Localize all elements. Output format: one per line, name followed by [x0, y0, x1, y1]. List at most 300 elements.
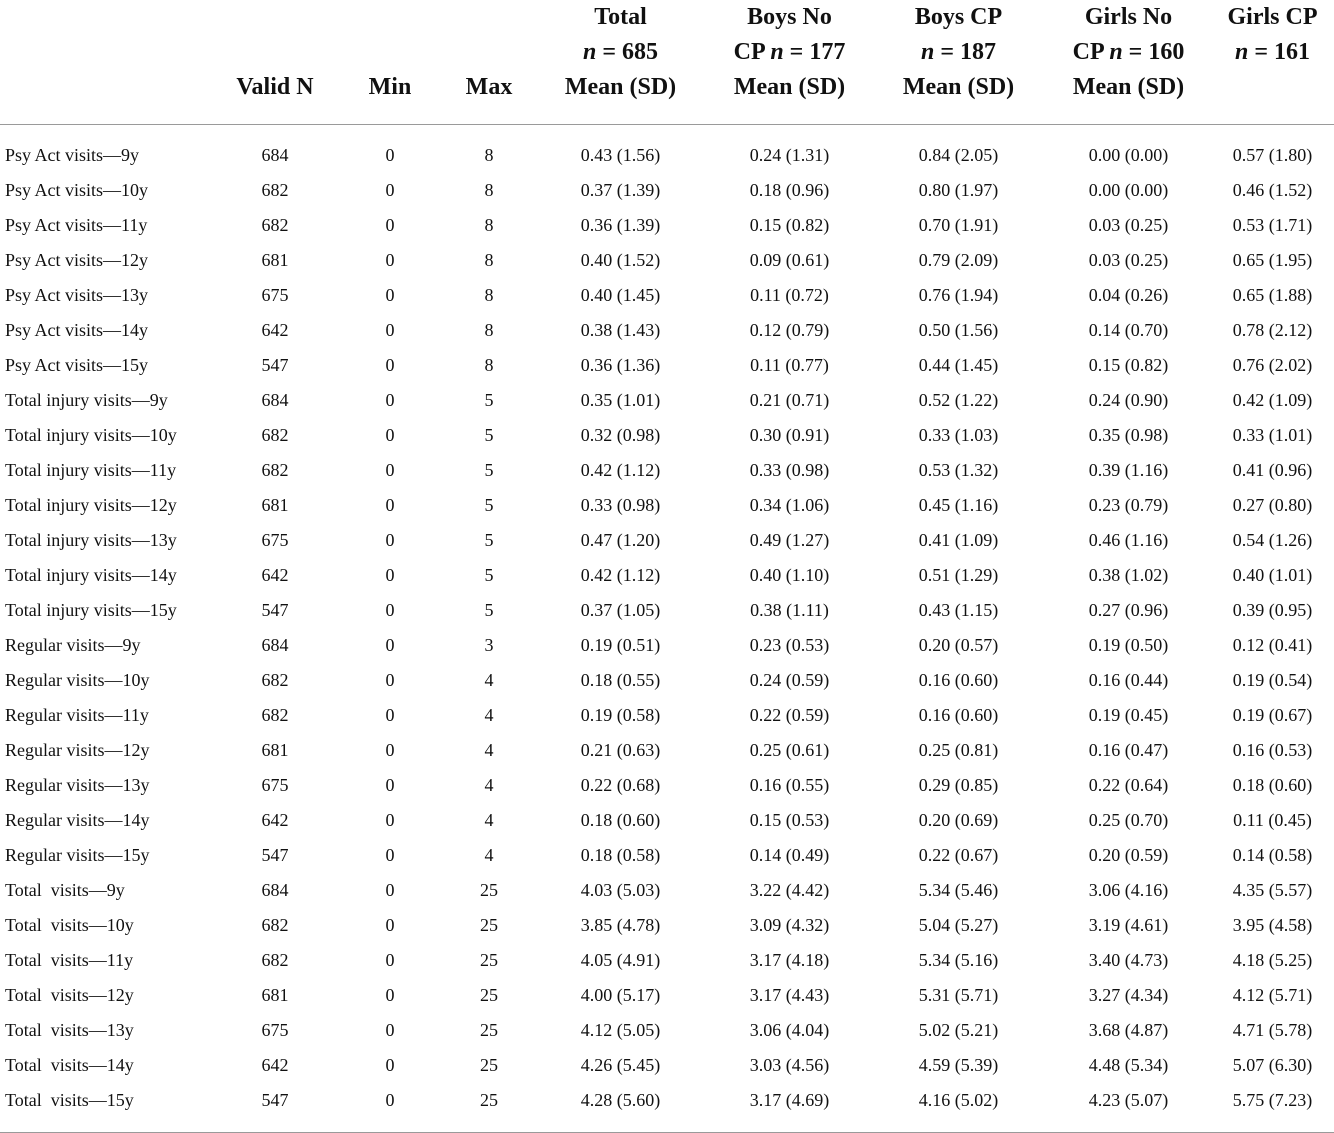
table-cell: 0.14 (0.49)	[708, 838, 871, 873]
row-label: Total injury visits—13y	[0, 523, 215, 558]
table-cell: 642	[215, 313, 335, 348]
table-cell: 682	[215, 943, 335, 978]
table-cell: 0	[335, 908, 445, 943]
table-row	[0, 733, 1334, 768]
table-cell: 0	[335, 523, 445, 558]
table-cell: 4.59 (5.39)	[871, 1048, 1046, 1083]
table-cell: 0.57 (1.80)	[1211, 138, 1334, 173]
table-cell: 0.39 (0.95)	[1211, 593, 1334, 628]
table-cell: 681	[215, 978, 335, 1013]
row-label-header	[0, 0, 215, 125]
column-header-line: Mean (SD)	[708, 70, 871, 105]
column-header-line	[1211, 70, 1334, 105]
table-cell: 3.40 (4.73)	[1046, 943, 1211, 978]
table-cell: 0.18 (0.96)	[708, 173, 871, 208]
table-cell: 8	[445, 278, 533, 313]
table-cell: 0.25 (0.81)	[871, 733, 1046, 768]
table-cell: 0.41 (0.96)	[1211, 453, 1334, 488]
table-cell: 682	[215, 663, 335, 698]
table-cell: 0	[335, 418, 445, 453]
row-label: Regular visits—12y	[0, 733, 215, 768]
column-header-line: Mean (SD)	[871, 70, 1046, 105]
table-row	[0, 628, 1334, 663]
table-cell: 0.04 (0.26)	[1046, 278, 1211, 313]
table-cell: 0.23 (0.79)	[1046, 488, 1211, 523]
table-cell: 675	[215, 523, 335, 558]
table-cell: 3.03 (4.56)	[708, 1048, 871, 1083]
table-cell: 4.12 (5.05)	[533, 1013, 708, 1048]
table-cell: 4	[445, 663, 533, 698]
column-header-line: Total	[533, 0, 708, 35]
column-header-line: n = 685	[533, 35, 708, 70]
table-cell: 0.47 (1.20)	[533, 523, 708, 558]
table-cell: 0.33 (0.98)	[708, 453, 871, 488]
table-cell: 3.27 (4.34)	[1046, 978, 1211, 1013]
table-row	[0, 663, 1334, 698]
table-cell: 3.68 (4.87)	[1046, 1013, 1211, 1048]
table-cell: 25	[445, 943, 533, 978]
table-cell: 25	[445, 1083, 533, 1118]
table-cell: 4	[445, 733, 533, 768]
table-cell: 0	[335, 138, 445, 173]
table-row	[0, 278, 1334, 313]
table-cell: 0.65 (1.88)	[1211, 278, 1334, 313]
table-cell: 0.18 (0.55)	[533, 663, 708, 698]
table-cell: 25	[445, 978, 533, 1013]
table-cell: 675	[215, 768, 335, 803]
table-cell: 8	[445, 313, 533, 348]
table-cell: 0.53 (1.71)	[1211, 208, 1334, 243]
table-cell: 3.22 (4.42)	[708, 873, 871, 908]
table-cell: 0.36 (1.36)	[533, 348, 708, 383]
table-row	[0, 768, 1334, 803]
table-cell: 3.17 (4.43)	[708, 978, 871, 1013]
table-cell: 0.19 (0.67)	[1211, 698, 1334, 733]
table-cell: 5.02 (5.21)	[871, 1013, 1046, 1048]
table-cell: 0.51 (1.29)	[871, 558, 1046, 593]
table-cell: 0.21 (0.63)	[533, 733, 708, 768]
table-cell: 0.65 (1.95)	[1211, 243, 1334, 278]
table-cell: 0	[335, 628, 445, 663]
table-cell: 682	[215, 418, 335, 453]
table-cell: 0.35 (0.98)	[1046, 418, 1211, 453]
row-label: Total visits—12y	[0, 978, 215, 1013]
table-cell: 0.24 (0.59)	[708, 663, 871, 698]
table-cell: 0	[335, 383, 445, 418]
table-cell: 4	[445, 838, 533, 873]
table-cell: 0.33 (1.03)	[871, 418, 1046, 453]
table-cell: 4.18 (5.25)	[1211, 943, 1334, 978]
bottom-spacer	[0, 1118, 1334, 1133]
table-cell: 8	[445, 138, 533, 173]
table-row	[0, 558, 1334, 593]
table-cell: 8	[445, 348, 533, 383]
table-row	[0, 348, 1334, 383]
table-cell: 0.38 (1.02)	[1046, 558, 1211, 593]
column-header-line: Mean (SD)	[533, 70, 708, 105]
row-label: Total visits—10y	[0, 908, 215, 943]
table-cell: 0.11 (0.72)	[708, 278, 871, 313]
table-cell: 3.17 (4.18)	[708, 943, 871, 978]
table-cell: 4.71 (5.78)	[1211, 1013, 1334, 1048]
table-cell: 642	[215, 558, 335, 593]
table-cell: 675	[215, 278, 335, 313]
header-rule-section	[0, 125, 1334, 139]
table-cell: 0.39 (1.16)	[1046, 453, 1211, 488]
table-cell: 8	[445, 243, 533, 278]
row-label: Total injury visits—15y	[0, 593, 215, 628]
table-cell: 0.12 (0.41)	[1211, 628, 1334, 663]
table-cell: 0.33 (1.01)	[1211, 418, 1334, 453]
column-header-line: Girls CP	[1211, 0, 1334, 35]
table-cell: 682	[215, 698, 335, 733]
column-header-line: Mean (SD)	[1046, 70, 1211, 105]
table-row	[0, 1083, 1334, 1118]
table-cell: 547	[215, 348, 335, 383]
table-cell: 0.22 (0.67)	[871, 838, 1046, 873]
table-row	[0, 1048, 1334, 1083]
table-header	[0, 0, 1334, 125]
table-cell: 681	[215, 733, 335, 768]
row-label: Total injury visits—9y	[0, 383, 215, 418]
table-cell: 682	[215, 173, 335, 208]
table-cell: 0	[335, 768, 445, 803]
table-cell: 681	[215, 243, 335, 278]
row-label: Regular visits—11y	[0, 698, 215, 733]
table-row	[0, 418, 1334, 453]
table-cell: 0.24 (1.31)	[708, 138, 871, 173]
table-cell: 3.06 (4.04)	[708, 1013, 871, 1048]
table-cell: 0.16 (0.60)	[871, 698, 1046, 733]
table-cell: 547	[215, 593, 335, 628]
column-header	[871, 0, 1046, 125]
table-cell: 0.15 (0.82)	[1046, 348, 1211, 383]
table-cell: 4.00 (5.17)	[533, 978, 708, 1013]
table-cell: 5.04 (5.27)	[871, 908, 1046, 943]
table-cell: 8	[445, 208, 533, 243]
table-row	[0, 453, 1334, 488]
table-row	[0, 873, 1334, 908]
column-header	[335, 0, 445, 125]
table-cell: 0.20 (0.69)	[871, 803, 1046, 838]
table-cell: 0.19 (0.51)	[533, 628, 708, 663]
column-header	[445, 0, 533, 125]
table-cell: 5.75 (7.23)	[1211, 1083, 1334, 1118]
column-header-line: Boys No	[708, 0, 871, 35]
table-cell: 5	[445, 488, 533, 523]
table-cell: 5.07 (6.30)	[1211, 1048, 1334, 1083]
table-cell: 0	[335, 663, 445, 698]
table-cell: 0.76 (2.02)	[1211, 348, 1334, 383]
table-cell: 0	[335, 838, 445, 873]
table-cell: 0.36 (1.39)	[533, 208, 708, 243]
row-label: Total visits—13y	[0, 1013, 215, 1048]
table-cell: 0.45 (1.16)	[871, 488, 1046, 523]
table-cell: 642	[215, 1048, 335, 1083]
table-cell: 4.05 (4.91)	[533, 943, 708, 978]
table-cell: 3.95 (4.58)	[1211, 908, 1334, 943]
table-cell: 0.52 (1.22)	[871, 383, 1046, 418]
row-label: Total visits—15y	[0, 1083, 215, 1118]
column-header	[1211, 0, 1334, 125]
table-cell: 5.31 (5.71)	[871, 978, 1046, 1013]
table-cell: 0.70 (1.91)	[871, 208, 1046, 243]
table-cell: 0	[335, 943, 445, 978]
table-cell: 0.46 (1.16)	[1046, 523, 1211, 558]
table-row	[0, 803, 1334, 838]
table-cell: 25	[445, 1013, 533, 1048]
table-cell: 25	[445, 1048, 533, 1083]
column-header-line: Valid N	[215, 70, 335, 105]
table-row	[0, 488, 1334, 523]
table-cell: 3.06 (4.16)	[1046, 873, 1211, 908]
table-cell: 0.11 (0.77)	[708, 348, 871, 383]
table-cell: 0.84 (2.05)	[871, 138, 1046, 173]
table-cell: 0	[335, 243, 445, 278]
table-row	[0, 383, 1334, 418]
table-cell: 0.35 (1.01)	[533, 383, 708, 418]
table-cell: 682	[215, 208, 335, 243]
table-cell: 642	[215, 803, 335, 838]
table-cell: 0	[335, 698, 445, 733]
table-cell: 0.30 (0.91)	[708, 418, 871, 453]
column-header-line: Max	[445, 70, 533, 105]
table-cell: 4	[445, 803, 533, 838]
row-label: Psy Act visits—10y	[0, 173, 215, 208]
row-label: Regular visits—9y	[0, 628, 215, 663]
column-header-line: CP n = 160	[1046, 35, 1211, 70]
header-row	[0, 0, 1334, 125]
table-cell: 0.27 (0.96)	[1046, 593, 1211, 628]
table-cell: 25	[445, 873, 533, 908]
table-cell: 4	[445, 698, 533, 733]
table-cell: 0	[335, 733, 445, 768]
table-row	[0, 173, 1334, 208]
table-cell: 0.80 (1.97)	[871, 173, 1046, 208]
table-row	[0, 908, 1334, 943]
table-cell: 4.16 (5.02)	[871, 1083, 1046, 1118]
column-header	[1046, 0, 1211, 125]
table-cell: 0	[335, 1013, 445, 1048]
row-label: Total visits—9y	[0, 873, 215, 908]
table-row	[0, 138, 1334, 173]
row-label: Total injury visits—10y	[0, 418, 215, 453]
table-cell: 0.37 (1.05)	[533, 593, 708, 628]
table-cell: 0.54 (1.26)	[1211, 523, 1334, 558]
row-label: Psy Act visits—15y	[0, 348, 215, 383]
table-cell: 3	[445, 628, 533, 663]
column-header-line: CP n = 177	[708, 35, 871, 70]
table-cell: 0.37 (1.39)	[533, 173, 708, 208]
table-cell: 0	[335, 348, 445, 383]
table-cell: 5.34 (5.16)	[871, 943, 1046, 978]
table-cell: 0.79 (2.09)	[871, 243, 1046, 278]
table-cell: 0.34 (1.06)	[708, 488, 871, 523]
table-cell: 0.19 (0.58)	[533, 698, 708, 733]
table-cell: 0.33 (0.98)	[533, 488, 708, 523]
row-label: Regular visits—13y	[0, 768, 215, 803]
table-cell: 0.14 (0.58)	[1211, 838, 1334, 873]
table-cell: 4	[445, 768, 533, 803]
header-spacer	[0, 125, 1334, 138]
table-cell: 0.16 (0.44)	[1046, 663, 1211, 698]
table-cell: 0	[335, 978, 445, 1013]
table-body	[0, 138, 1334, 1118]
table-cell: 0.22 (0.59)	[708, 698, 871, 733]
table-cell: 0.40 (1.52)	[533, 243, 708, 278]
row-label: Regular visits—14y	[0, 803, 215, 838]
column-header-line: Boys CP	[871, 0, 1046, 35]
table-cell: 0.53 (1.32)	[871, 453, 1046, 488]
table-cell: 5	[445, 453, 533, 488]
table-cell: 0.24 (0.90)	[1046, 383, 1211, 418]
table-cell: 0.22 (0.64)	[1046, 768, 1211, 803]
table-cell: 0.50 (1.56)	[871, 313, 1046, 348]
row-label: Psy Act visits—14y	[0, 313, 215, 348]
table-cell: 0.42 (1.12)	[533, 558, 708, 593]
table-cell: 0	[335, 488, 445, 523]
table-cell: 5	[445, 593, 533, 628]
table-row	[0, 698, 1334, 733]
table-cell: 0.03 (0.25)	[1046, 208, 1211, 243]
table-cell: 547	[215, 1083, 335, 1118]
table-cell: 0.12 (0.79)	[708, 313, 871, 348]
table-cell: 0	[335, 208, 445, 243]
table-cell: 0.40 (1.01)	[1211, 558, 1334, 593]
table-cell: 3.19 (4.61)	[1046, 908, 1211, 943]
table-cell: 0.41 (1.09)	[871, 523, 1046, 558]
row-label: Psy Act visits—13y	[0, 278, 215, 313]
table-cell: 3.85 (4.78)	[533, 908, 708, 943]
table-cell: 3.17 (4.69)	[708, 1083, 871, 1118]
table-cell: 0.43 (1.56)	[533, 138, 708, 173]
table-cell: 0.20 (0.59)	[1046, 838, 1211, 873]
table-cell: 4.35 (5.57)	[1211, 873, 1334, 908]
table-row	[0, 208, 1334, 243]
table-cell: 4.03 (5.03)	[533, 873, 708, 908]
table-cell: 0	[335, 803, 445, 838]
table-cell: 0.14 (0.70)	[1046, 313, 1211, 348]
table-cell: 0	[335, 453, 445, 488]
table-cell: 0.22 (0.68)	[533, 768, 708, 803]
table-cell: 0.78 (2.12)	[1211, 313, 1334, 348]
table-cell: 0.44 (1.45)	[871, 348, 1046, 383]
table-cell: 681	[215, 488, 335, 523]
table-cell: 3.09 (4.32)	[708, 908, 871, 943]
column-header	[708, 0, 871, 125]
row-label: Psy Act visits—11y	[0, 208, 215, 243]
table-cell: 0.18 (0.60)	[1211, 768, 1334, 803]
table-row	[0, 978, 1334, 1013]
table-cell: 0.29 (0.85)	[871, 768, 1046, 803]
table-cell: 0.21 (0.71)	[708, 383, 871, 418]
table-row	[0, 313, 1334, 348]
table-cell: 0.00 (0.00)	[1046, 138, 1211, 173]
table-cell: 0	[335, 313, 445, 348]
column-header-line: n = 187	[871, 35, 1046, 70]
table-cell: 0.38 (1.43)	[533, 313, 708, 348]
table-cell: 0.40 (1.45)	[533, 278, 708, 313]
table-cell: 0.15 (0.53)	[708, 803, 871, 838]
table-cell: 0.19 (0.50)	[1046, 628, 1211, 663]
table-cell: 0.38 (1.11)	[708, 593, 871, 628]
table-cell: 0.40 (1.10)	[708, 558, 871, 593]
table-cell: 0.25 (0.70)	[1046, 803, 1211, 838]
row-label: Regular visits—10y	[0, 663, 215, 698]
table-cell: 5	[445, 523, 533, 558]
table-row	[0, 1013, 1334, 1048]
table-cell: 0.11 (0.45)	[1211, 803, 1334, 838]
table-cell: 0.18 (0.60)	[533, 803, 708, 838]
table-cell: 5.34 (5.46)	[871, 873, 1046, 908]
table-cell: 0.43 (1.15)	[871, 593, 1046, 628]
table-row	[0, 943, 1334, 978]
table-cell: 0.16 (0.47)	[1046, 733, 1211, 768]
table-cell: 0.15 (0.82)	[708, 208, 871, 243]
table-cell: 0	[335, 558, 445, 593]
table-cell: 25	[445, 908, 533, 943]
table-cell: 0	[335, 593, 445, 628]
table-cell: 684	[215, 628, 335, 663]
table-cell: 0	[335, 278, 445, 313]
table-cell: 4.28 (5.60)	[533, 1083, 708, 1118]
table-cell: 5	[445, 418, 533, 453]
table-cell: 0.25 (0.61)	[708, 733, 871, 768]
column-header-line: n = 161	[1211, 35, 1334, 70]
table-cell: 0.76 (1.94)	[871, 278, 1046, 313]
row-label: Total visits—11y	[0, 943, 215, 978]
table-cell: 0	[335, 1083, 445, 1118]
table-cell: 0.49 (1.27)	[708, 523, 871, 558]
row-label: Psy Act visits—9y	[0, 138, 215, 173]
table-cell: 684	[215, 383, 335, 418]
table-cell: 0.42 (1.12)	[533, 453, 708, 488]
table-cell: 4.12 (5.71)	[1211, 978, 1334, 1013]
table-cell: 0.09 (0.61)	[708, 243, 871, 278]
table-cell: 547	[215, 838, 335, 873]
column-header-line: Min	[335, 70, 445, 105]
row-label: Total injury visits—11y	[0, 453, 215, 488]
table-cell: 0.19 (0.54)	[1211, 663, 1334, 698]
table-cell: 0.16 (0.53)	[1211, 733, 1334, 768]
table-cell: 8	[445, 173, 533, 208]
table-cell: 0.32 (0.98)	[533, 418, 708, 453]
table-cell: 684	[215, 138, 335, 173]
table-cell: 5	[445, 383, 533, 418]
table-cell: 4.26 (5.45)	[533, 1048, 708, 1083]
table-cell: 0	[335, 173, 445, 208]
bottom-rule-section	[0, 1118, 1334, 1133]
table-cell: 675	[215, 1013, 335, 1048]
row-label: Total injury visits—14y	[0, 558, 215, 593]
column-header	[215, 0, 335, 125]
table-cell: 5	[445, 558, 533, 593]
table-cell: 0.46 (1.52)	[1211, 173, 1334, 208]
table-cell: 0.23 (0.53)	[708, 628, 871, 663]
table-cell: 0	[335, 873, 445, 908]
table-cell: 4.23 (5.07)	[1046, 1083, 1211, 1118]
table-cell: 0.03 (0.25)	[1046, 243, 1211, 278]
column-header-line	[0, 70, 215, 105]
row-label: Total injury visits—12y	[0, 488, 215, 523]
table-cell: 0.16 (0.55)	[708, 768, 871, 803]
table-cell: 0.42 (1.09)	[1211, 383, 1334, 418]
column-header-line: Girls No	[1046, 0, 1211, 35]
column-header	[533, 0, 708, 125]
table-cell: 4.48 (5.34)	[1046, 1048, 1211, 1083]
table-cell: 0	[335, 1048, 445, 1083]
table-cell: 0.16 (0.60)	[871, 663, 1046, 698]
